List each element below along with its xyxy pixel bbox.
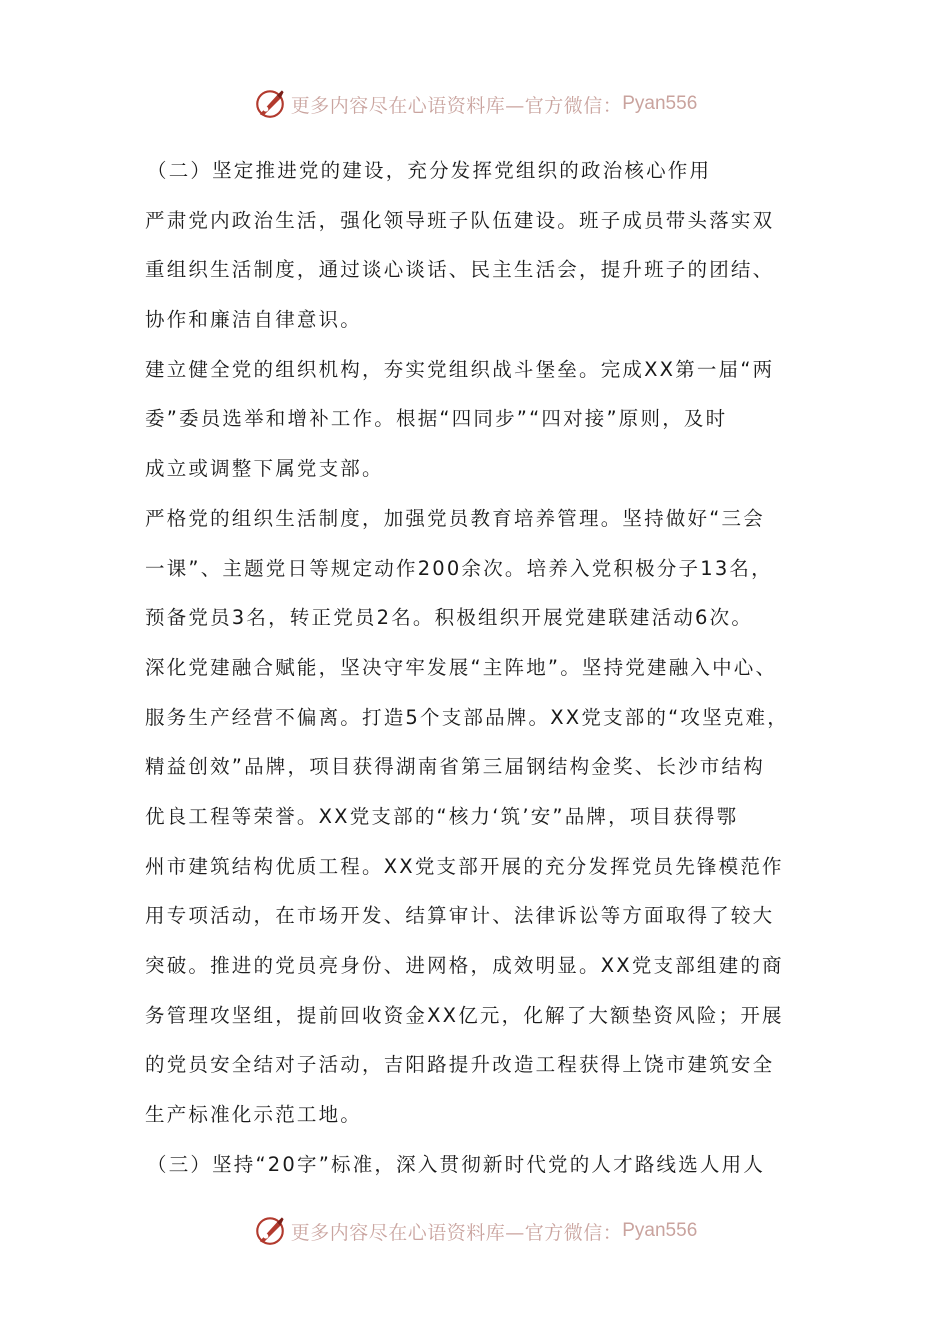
paragraph-line: 建立健全党的组织机构，夯实党组织战斗堡垒。完成XX第一届“两: [145, 357, 775, 381]
paragraph-line: 生产标准化示范工地。: [145, 1103, 363, 1127]
watermark-text: 更多内容尽在心语资料库—官方微信：: [290, 1221, 623, 1244]
document-body: [145, 146, 825, 1189]
paragraph-line: 成立或调整下属党支部。: [145, 457, 384, 481]
paragraph-line: 务管理攻坚组，提前回收资金XX亿元，化解了大额垫资风险；开展: [145, 1003, 784, 1027]
section-heading: （三）坚持“20字”标准，深入贯彻新时代党的人才路线选人用人: [147, 1152, 766, 1176]
paragraph-line: 严肃党内政治生活，强化领导班子队伍建设。班子成员带头落实双: [145, 208, 775, 232]
watermark-wechat-id: Pyan556: [622, 93, 698, 114]
header-watermark: [0, 84, 950, 124]
paragraph-line: 委”委员选举和增补工作。根据“四同步”“四对接”原则，及时: [145, 407, 728, 431]
paragraph-line: 精益创效”品牌，项目获得湖南省第三届钢结构金奖、长沙市结构: [145, 755, 765, 779]
paragraph-line: 优良工程等荣誉。XX党支部的“核力‘筑’安”品牌，项目获得鄂: [145, 804, 739, 828]
quill-logo-icon: [253, 87, 287, 121]
quill-logo-icon: [253, 1214, 287, 1248]
paragraph-line: 用专项活动，在市场开发、结算审计、法律诉讼等方面取得了较大: [145, 904, 775, 928]
footer-watermark: [0, 1211, 950, 1251]
paragraph-line: 协作和廉洁自律意识。: [145, 308, 363, 332]
paragraph-line: 重组织生活制度，通过谈心谈话、民主生活会，提升班子的团结、: [145, 258, 775, 282]
paragraph-line: 突破。推进的党员亮身份、进网格，成效明显。XX党支部组建的商: [145, 954, 784, 977]
paragraph-line: 严格党的组织生活制度，加强党员教育培养管理。坚持做好“三会: [145, 506, 765, 530]
paragraph-line: 服务生产经营不偏离。打造5个支部品牌。XX党支部的“攻坚克难，: [145, 705, 789, 729]
paragraph-line: 预备党员3名，转正党员2名。积极组织开展党建联建活动6次。: [145, 606, 754, 630]
watermark-text: 更多内容尽在心语资料库—官方微信：: [290, 94, 623, 117]
paragraph-line: 一课”、主题党日等规定动作200余次。培养入党积极分子13名，: [145, 556, 773, 580]
paragraph-line: 深化党建融合赋能，坚决守牢发展“主阵地”。坚持党建融入中心、: [145, 655, 778, 679]
paragraph-line: 州市建筑结构优质工程。XX党支部开展的充分发挥党员先锋模范作: [145, 854, 784, 878]
paragraph-line: 的党员安全结对子活动，吉阳路提升改造工程获得上饶市建筑安全: [145, 1053, 775, 1077]
watermark-wechat-id: Pyan556: [622, 1220, 698, 1241]
section-heading: （二）坚定推进党的建设，充分发挥党组织的政治核心作用: [147, 159, 712, 182]
